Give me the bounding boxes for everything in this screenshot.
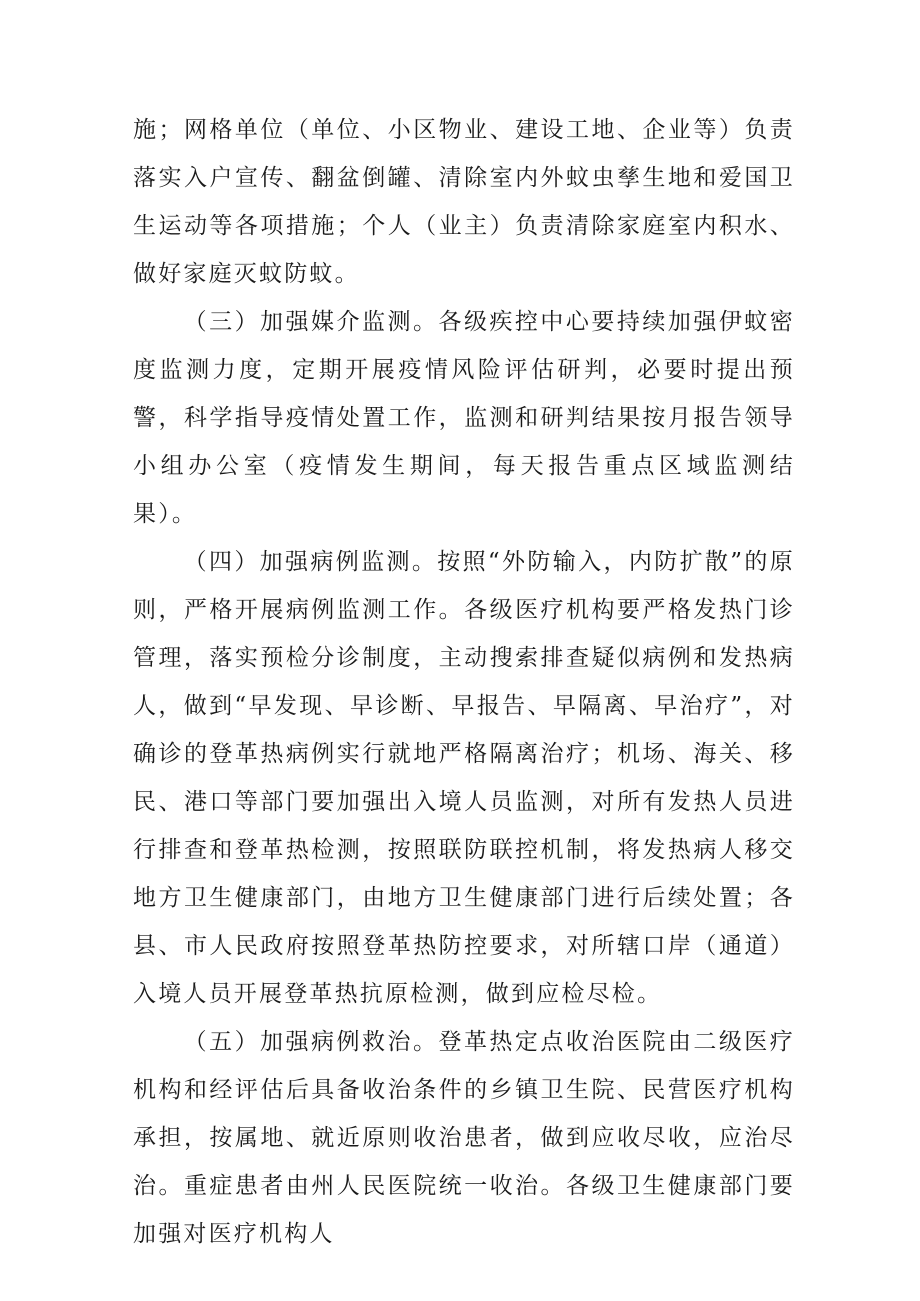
paragraph-media-monitoring: （三）加强媒介监测。各级疾控中心要持续加强伊蚊密度监测力度，定期开展疫情风险评估研判，必要时提出预警，科学指导疫情处置工作，监测和研判结果按月报告领导小组办公室（疫情发生期间，每天报告重点区域监测结果）。 (133, 309, 795, 527)
paragraph-case-treatment: （五）加强病例救治。登革热定点收治医院由二级医疗机构和经评估后具备收治条件的乡镇卫生院、民营医疗机构承担，按属地、就近原则收治患者，做到应收尽收，应治尽治。重症患者由州人民医院统一收治。各级卫生健康部门要加强对医疗机构人 (133, 1029, 795, 1247)
paragraph-case-monitoring: （四）加强病例监测。按照“外防输入，内防扩散”的原则，严格开展病例监测工作。各级医疗机构要严格发热门诊管理，落实预检分诊制度，主动搜索排查疑似病例和发热病人，做到“早发现、早诊断、早报告、早隔离、早治疗”，对确诊的登革热病例实行就地严格隔离治疗；机场、海关、移民、港口等部门要加强出入境人员监测，对所有发热人员进行排查和登革热检测，按照联防联控机制，将发热病人移交地方卫生健康部门，由地方卫生健康部门进行后续处置；各县、市人民政府按照登革热防控要求，对所辖口岸（通道）入境人员开展登革热抗原检测，做到应检尽检。 (133, 549, 795, 1007)
document-body (133, 106, 795, 1258)
paragraph-continuation: 施；网格单位（单位、小区物业、建设工地、企业等）负责落实入户宣传、翻盆倒罐、清除室内外蚊虫孳生地和爱国卫生运动等各项措施；个人（业主）负责清除家庭室内积水、做好家庭灭蚊防蚊。 (133, 117, 795, 287)
